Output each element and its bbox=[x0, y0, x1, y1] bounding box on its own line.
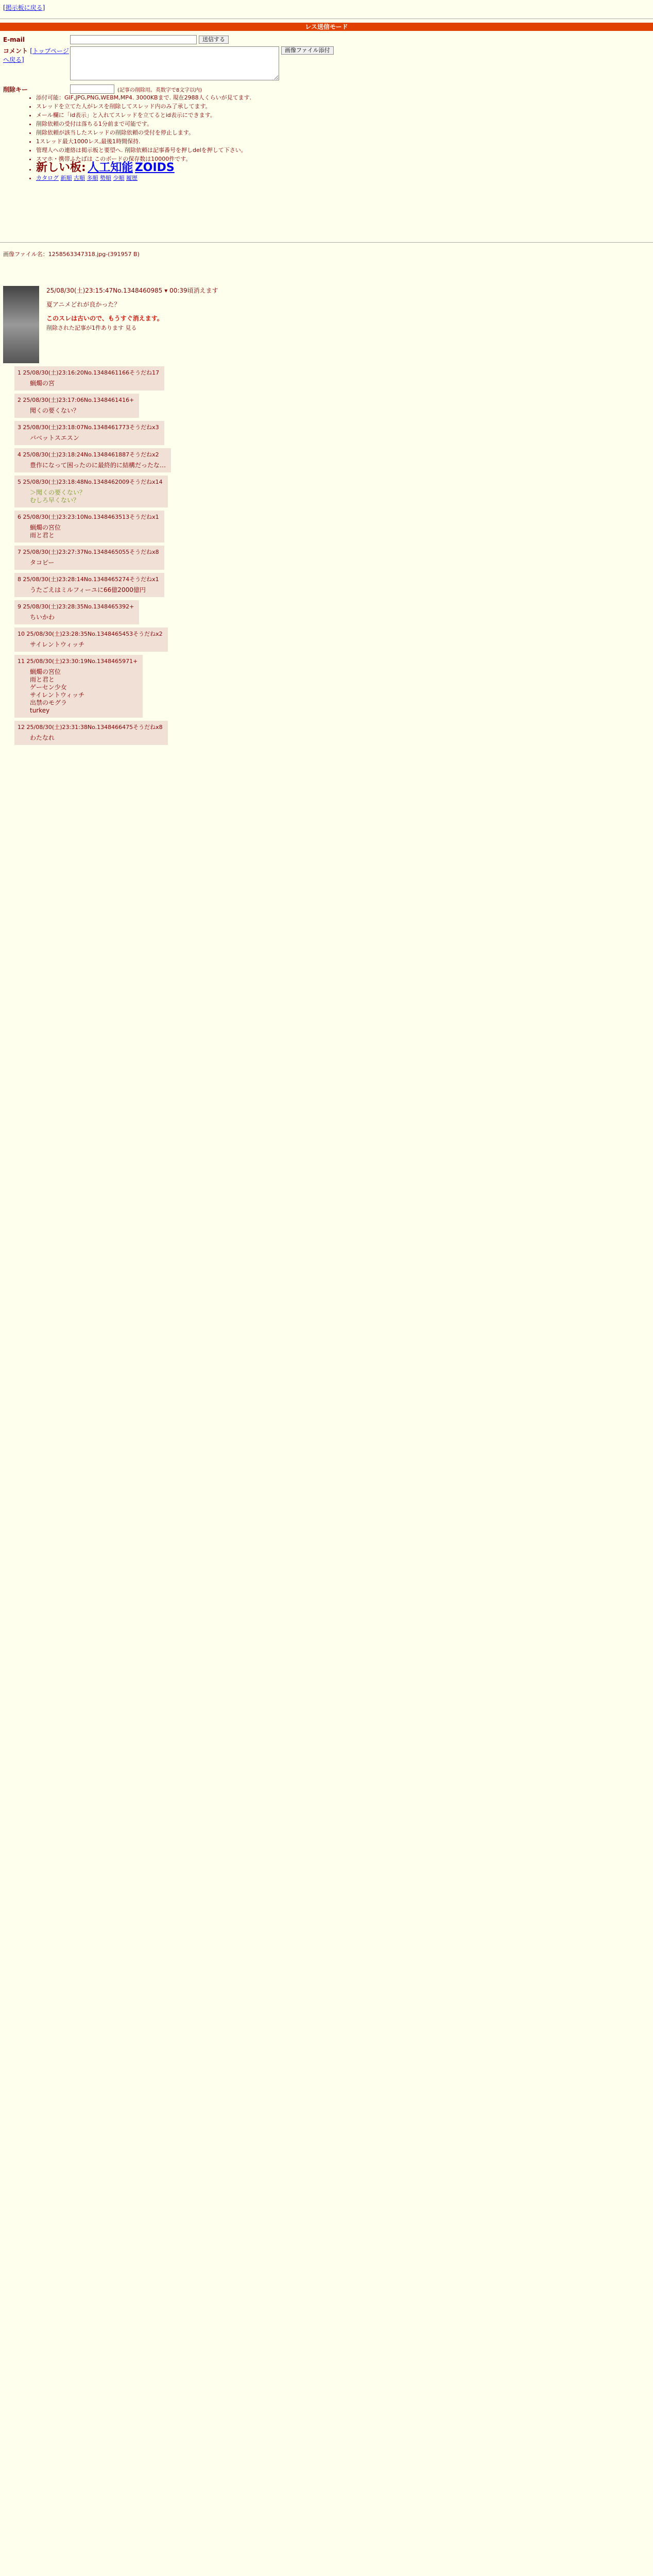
op-image[interactable] bbox=[3, 286, 39, 363]
history-link[interactable]: 履歴 bbox=[126, 175, 138, 181]
submit-button[interactable]: 送信する bbox=[199, 36, 229, 44]
back-to-board-anchor[interactable]: [掲示板に戻る] bbox=[3, 4, 45, 11]
reply-header[interactable]: 3 25/08/30(土)23:18:07No.1348461773そうだねx3 bbox=[18, 424, 159, 431]
reply-body bbox=[14, 448, 171, 472]
op-post bbox=[3, 286, 650, 363]
info-item: • 1スレッド最大1000レス,最後1時間保持. bbox=[36, 138, 417, 145]
reply-text: 聞くの要くない？ bbox=[30, 407, 80, 414]
reply-header[interactable]: 4 25/08/30(土)23:18:24No.1348461887そうだねx2 bbox=[18, 451, 159, 458]
email-field[interactable] bbox=[70, 35, 197, 44]
new-board-link-ai[interactable]: 人工知能 bbox=[88, 161, 133, 174]
delete-key-note: (記事の削除用。英数字で8文字以内) bbox=[117, 87, 202, 93]
board-info-list bbox=[15, 93, 417, 183]
reply-text: タコピー bbox=[30, 559, 55, 566]
new-board-link-zoids[interactable]: ZOIDS bbox=[134, 161, 175, 174]
reply-text: 蝋燭の宮位 雨と君と bbox=[30, 524, 61, 539]
reply-indent bbox=[3, 655, 14, 718]
reply-body bbox=[14, 511, 164, 543]
reply-body bbox=[14, 573, 164, 597]
reply-indent bbox=[3, 511, 14, 543]
reply-indent bbox=[3, 394, 14, 418]
sort-many-link[interactable]: 多順 bbox=[87, 175, 98, 181]
reply-indent bbox=[3, 476, 14, 507]
reply bbox=[3, 655, 650, 718]
reply-header[interactable]: 9 25/08/30(土)23:28:35No.1348465392+ bbox=[18, 603, 134, 610]
reply-indent bbox=[3, 366, 14, 391]
info-item: • スレッドを立てた人がレスを削除してスレッド内のみ了承してます。 bbox=[36, 103, 417, 110]
reply-header[interactable]: 2 25/08/30(土)23:17:06No.1348461416+ bbox=[18, 397, 134, 403]
reply-indent bbox=[3, 448, 14, 472]
info-item: • 削除依頼が該当したスレッドの削除依頼の受付を停止します。 bbox=[36, 129, 417, 137]
reply bbox=[3, 448, 650, 472]
info-item: • 添付可能：GIF,JPG,PNG,WEBM,MP4. 3000KBまで. 現在2988人くらいが見てます. bbox=[36, 94, 417, 101]
reply-header[interactable]: 1 25/08/30(土)23:16:20No.1348461166そうだね17 bbox=[18, 369, 160, 376]
reply-text: 蝋燭の宮 bbox=[30, 380, 55, 387]
sort-old-link[interactable]: 古順 bbox=[74, 175, 85, 181]
reply-indent bbox=[3, 573, 14, 597]
op-notice: このスレは古いので、もうすぐ消えます。 bbox=[46, 315, 163, 322]
reply-header[interactable]: 11 25/08/30(土)23:30:19No.1348465971+ bbox=[18, 658, 138, 665]
op-deleted-note: 削除された記事が1件あります 見る bbox=[46, 325, 137, 331]
info-item: • メール欄に「id表示」と入れてスレッドを立てるとid表示にできます。 bbox=[36, 112, 417, 119]
reply-body bbox=[14, 421, 164, 445]
reply-header[interactable]: 12 25/08/30(土)23:31:38No.1348466475そうだねx8 bbox=[18, 724, 163, 731]
reply-text: ちいかわ bbox=[30, 614, 55, 621]
thread-meta bbox=[3, 250, 140, 258]
sort-momentum-link[interactable]: 勢順 bbox=[100, 175, 111, 181]
reply-body bbox=[14, 600, 139, 624]
post-mode-title: レス送信モード bbox=[0, 23, 653, 31]
op-header: 25/08/30(土)23:15:47No.1348460985 ▾ 00:39頃消えます bbox=[46, 287, 218, 294]
reply bbox=[3, 511, 650, 543]
reply-header[interactable]: 5 25/08/30(土)23:18:48No.1348462009そうだねx14 bbox=[18, 479, 163, 485]
back-to-board-link[interactable] bbox=[3, 3, 45, 12]
reply-text: 蝋燭の宮位 雨と君と ゲーセン少女 サイレントウィッチ 出禁のモグラ turkey bbox=[30, 668, 85, 714]
reply-header[interactable]: 6 25/08/30(土)23:23:10No.1348463513そうだねx1 bbox=[18, 514, 159, 520]
reply-body bbox=[14, 721, 168, 745]
reply-text: ＞聞くの要くない？ むしろ早くない？ bbox=[30, 489, 86, 504]
reply bbox=[3, 394, 650, 418]
reply bbox=[3, 628, 650, 652]
reply bbox=[3, 366, 650, 391]
reply-text: サイレントウィッチ bbox=[30, 641, 85, 648]
new-board-item bbox=[36, 161, 417, 174]
comment-field[interactable] bbox=[70, 46, 279, 80]
reply-header[interactable]: 7 25/08/30(土)23:27:37No.1348465055そうだねx8 bbox=[18, 549, 159, 555]
reply-text: バベットスエスン bbox=[30, 434, 79, 442]
reply-list bbox=[3, 366, 650, 745]
reply bbox=[3, 546, 650, 570]
reply-text: 豊作になって困ったのに最終的に結構だったな… bbox=[30, 462, 166, 469]
reply-text: わたなれ bbox=[30, 734, 55, 741]
delete-key-label: 削除キー bbox=[3, 86, 28, 93]
info-item: • スマホ・携帯ふたばは このボードの保存数は10000件です。 bbox=[36, 156, 417, 163]
reply-indent bbox=[3, 628, 14, 652]
reply-body bbox=[14, 546, 164, 570]
reply-text: うたごえはミルフィーユに66億2000億円 bbox=[30, 586, 146, 594]
reply-indent bbox=[3, 600, 14, 624]
info-item: • 管理人への連絡は掲示板と要望へ. 削除依頼は記事番号を押しdelを押して下さい。 bbox=[36, 147, 417, 154]
sort-new-link[interactable]: 新順 bbox=[60, 175, 72, 181]
reply-indent bbox=[3, 721, 14, 745]
info-item: • 削除依頼の受付は落ちる1分前まで可能です。 bbox=[36, 121, 417, 128]
reply bbox=[3, 476, 650, 507]
reply-indent bbox=[3, 421, 14, 445]
thread bbox=[3, 286, 650, 745]
reply-header[interactable]: 10 25/08/30(土)23:28:35No.1348465453そうだねx2 bbox=[18, 631, 163, 637]
reply-body bbox=[14, 394, 139, 418]
reply bbox=[3, 421, 650, 445]
reply-indent bbox=[3, 546, 14, 570]
comment-label: コメント [トップページへ戻る] bbox=[3, 47, 69, 63]
reply bbox=[3, 600, 650, 624]
catalog-link[interactable]: カタログ bbox=[36, 175, 59, 181]
divider bbox=[0, 242, 653, 243]
reply-body bbox=[14, 366, 164, 391]
reply-header[interactable]: 8 25/08/30(土)23:28:14No.1348465274そうだねx1 bbox=[18, 576, 159, 583]
reply bbox=[3, 573, 650, 597]
reply-body bbox=[14, 655, 143, 718]
post-form bbox=[3, 34, 334, 95]
email-label: E-mail bbox=[3, 36, 25, 43]
catalog-links bbox=[36, 175, 417, 182]
top-page-link[interactable]: [トップページへ戻る] bbox=[3, 47, 69, 63]
new-board-prefix: 新しい板: bbox=[36, 161, 86, 174]
op-title: 夏アニメどれが良かった？ bbox=[46, 301, 121, 308]
reply-body bbox=[14, 628, 168, 652]
reply-body bbox=[14, 476, 168, 507]
reply bbox=[3, 721, 650, 745]
sort-few-link[interactable]: 少順 bbox=[113, 175, 125, 181]
thread-file-name: 画像ファイル名：1258563347318.jpg-(391957 B) bbox=[3, 251, 140, 258]
file-button[interactable]: 画像ファイル添付 bbox=[281, 46, 334, 55]
post-mode-bar bbox=[0, 23, 653, 31]
